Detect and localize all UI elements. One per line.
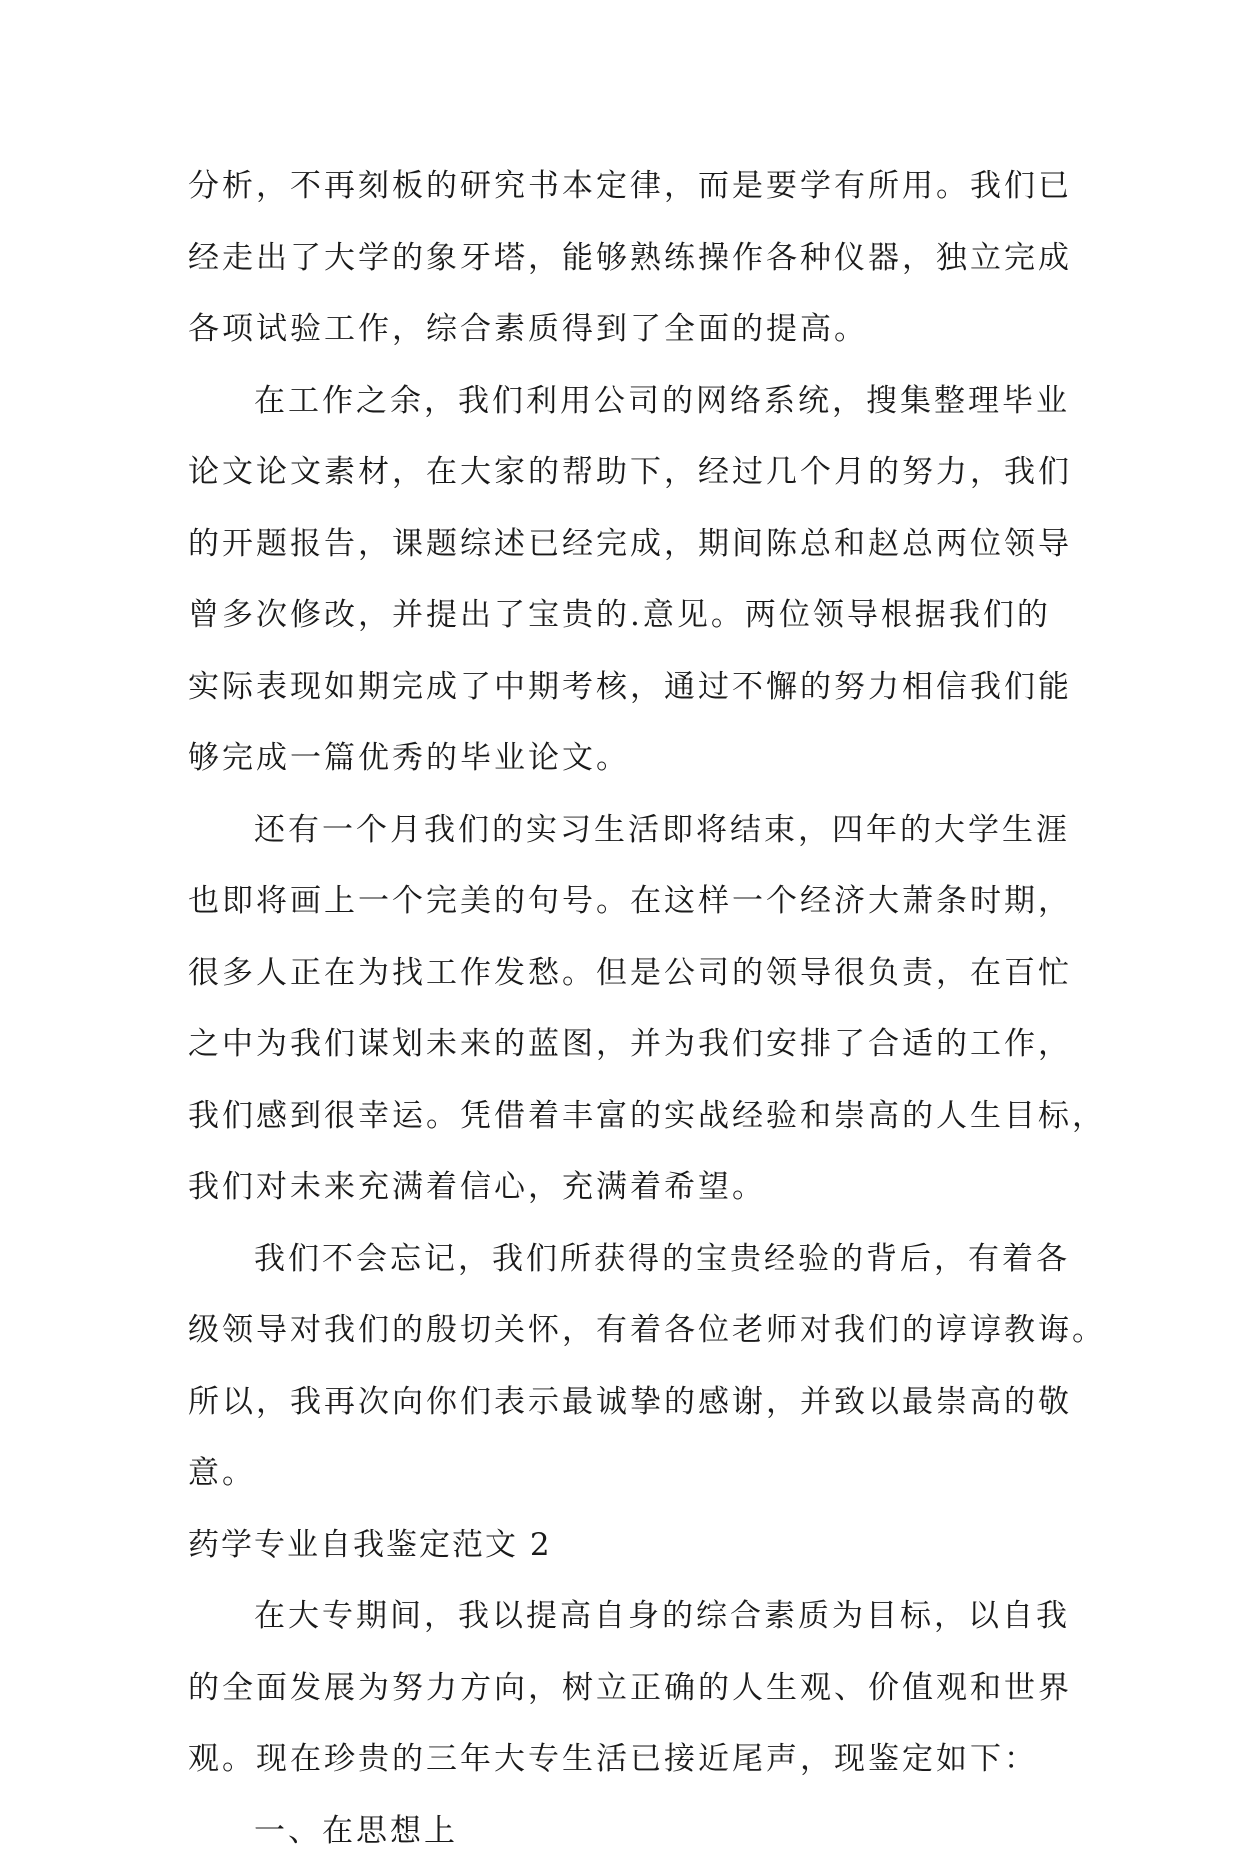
paragraph-line: 之中为我们谋划未来的蓝图，并为我们安排了合适的工作， <box>188 1009 1054 1081</box>
paragraph-line: 曾多次修改，并提出了宝贵的.意见。两位领导根据我们的 <box>188 580 1054 652</box>
paragraph-line: 很多人正在为找工作发愁。但是公司的领导很负责，在百忙 <box>188 938 1054 1010</box>
paragraph-line: 级领导对我们的殷切关怀，有着各位老师对我们的谆谆教诲。 <box>188 1295 1054 1367</box>
paragraph-line: 经走出了大学的象牙塔，能够熟练操作各种仪器，独立完成 <box>188 223 1054 295</box>
paragraph-line: 也即将画上一个完美的句号。在这样一个经济大萧条时期， <box>188 866 1054 938</box>
paragraph-line: 所以，我再次向你们表示最诚挚的感谢，并致以最崇高的敬 <box>188 1367 1054 1439</box>
paragraph-line: 各项试验工作，综合素质得到了全面的提高。 <box>188 294 1054 366</box>
paragraph-line: 我们对未来充满着信心，充满着希望。 <box>188 1152 1054 1224</box>
paragraph-line: 够完成一篇优秀的毕业论文。 <box>188 723 1054 795</box>
section-heading: 药学专业自我鉴定范文 2 <box>188 1510 1054 1582</box>
paragraph-line: 论文论文素材，在大家的帮助下，经过几个月的努力，我们 <box>188 437 1054 509</box>
paragraph-line: 的全面发展为努力方向，树立正确的人生观、价值观和世界 <box>188 1653 1054 1725</box>
subsection-heading: 一、在思想上 <box>188 1796 1054 1867</box>
paragraph-first-line: 还有一个月我们的实习生活即将结束，四年的大学生涯 <box>188 795 1054 867</box>
paragraph-line: 意。 <box>188 1438 1054 1510</box>
paragraph-line: 实际表现如期完成了中期考核，通过不懈的努力相信我们能 <box>188 652 1054 724</box>
paragraph-line: 的开题报告，课题综述已经完成，期间陈总和赵总两位领导 <box>188 509 1054 581</box>
paragraph-first-line: 在大专期间，我以提高自身的综合素质为目标，以自我 <box>188 1581 1054 1653</box>
paragraph-first-line: 在工作之余，我们利用公司的网络系统，搜集整理毕业 <box>188 366 1054 438</box>
paragraph-first-line: 我们不会忘记，我们所获得的宝贵经验的背后，有着各 <box>188 1224 1054 1296</box>
paragraph-line: 分析，不再刻板的研究书本定律，而是要学有所用。我们已 <box>188 151 1054 223</box>
paragraph-line: 我们感到很幸运。凭借着丰富的实战经验和崇高的人生目标， <box>188 1081 1054 1153</box>
document-page <box>188 151 1054 1867</box>
paragraph-line: 观。现在珍贵的三年大专生活已接近尾声，现鉴定如下： <box>188 1724 1054 1796</box>
